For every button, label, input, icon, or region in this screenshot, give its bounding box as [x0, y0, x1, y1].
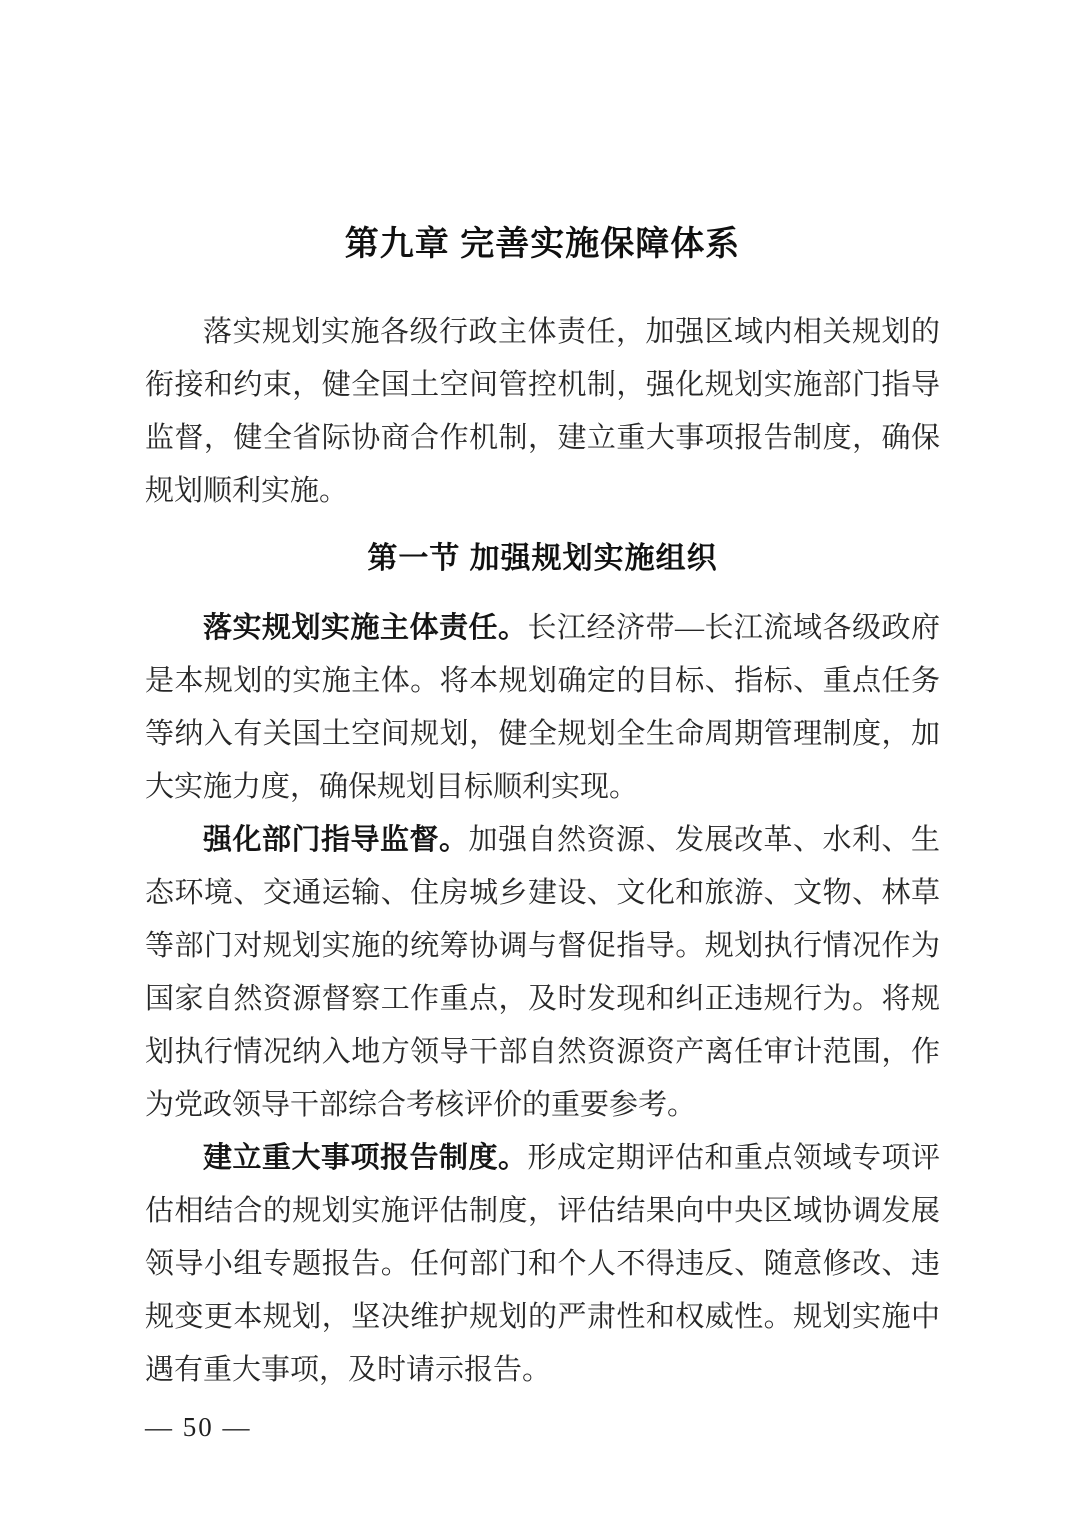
page-number: — 50 —	[145, 1412, 252, 1442]
paragraph-lead: 建立重大事项报告制度。	[203, 1142, 528, 1174]
paragraph-lead: 落实规划实施主体责任。	[203, 612, 528, 644]
paragraph-lead: 强化部门指导监督。	[203, 824, 469, 856]
paragraph-major-matters-reporting	[145, 1132, 940, 1397]
paragraph-body: 加强自然资源、发展改革、水利、生态环境、交通运输、住房城乡建设、文化和旅游、文物、林草等部门对规划实施的统筹协调与督促指导。规划执行情况作为国家自然资源督察工作重点，及时发现和纠正违规行为。将规划执行情况纳入地方领导干部自然资源资产离任审计范围，作为党政领导干部综合考核评价的重要参考。	[145, 824, 940, 1121]
chapter-title: 第九章 完善实施保障体系	[344, 225, 741, 263]
paragraph-department-supervision	[145, 814, 940, 1132]
paragraph-body: 长江经济带—长江流域各级政府是本规划的实施主体。将本规划确定的目标、指标、重点任务等纳入有关国土空间规划，健全规划全生命周期管理制度，加大实施力度，确保规划目标顺利实现。	[145, 612, 940, 803]
paragraph-implementation-responsibility	[145, 602, 940, 814]
paragraph-body: 形成定期评估和重点领域专项评估相结合的规划实施评估制度，评估结果向中央区域协调发展领导小组专题报告。任何部门和个人不得违反、随意修改、违规变更本规划，坚决维护规划的严肃性和权威性。规划实施中遇有重大事项，及时请示报告。	[145, 1142, 940, 1386]
section-title: 第一节 加强规划实施组织	[367, 542, 718, 575]
intro-paragraph: 落实规划实施各级行政主体责任，加强区域内相关规划的衔接和约束，健全国土空间管控机制，强化规划实施部门指导监督，健全省际协商合作机制，建立重大事项报告制度，确保规划顺利实施。	[145, 316, 940, 507]
